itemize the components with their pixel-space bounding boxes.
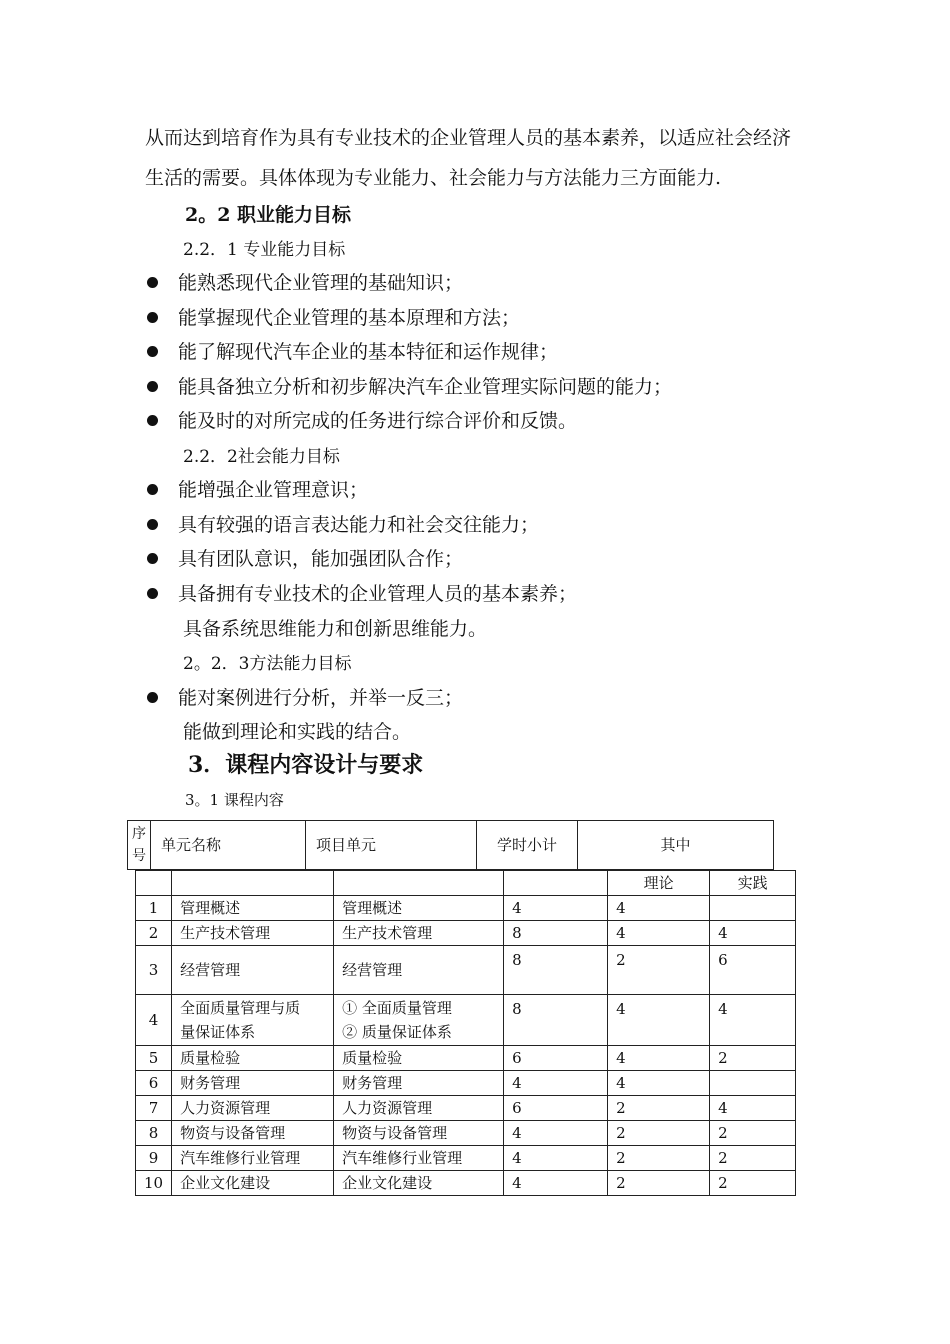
table-row: 1 管理概述 管理概述 4 4 [136,896,796,921]
header-unit-name: 单元名称 [151,821,306,870]
table-row: 9 汽车维修行业管理 汽车维修行业管理 4 2 2 [136,1146,796,1171]
header-practice: 实践 [710,871,796,896]
bullet-icon [147,553,158,564]
header-project-unit: 项目单元 [306,821,477,870]
header-hours: 学时小计 [477,821,578,870]
header-of-which: 其中 [578,821,774,870]
table-row: 2 生产技术管理 生产技术管理 8 4 4 [136,921,796,946]
bullet-icon [147,312,158,323]
list-item: 能及时的对所完成的任务进行综合评价和反馈。 [147,406,577,433]
bullet-icon [147,484,158,495]
table-row: 8 物资与设备管理 物资与设备管理 4 2 2 [136,1121,796,1146]
section-3-heading: 3．课程内容设计与要求 [188,752,424,778]
header-theory: 理论 [608,871,710,896]
bullet-icon [147,381,158,392]
subsection-2-2-2-heading: 2.2．2社会能力目标 [183,447,340,467]
intro-line-1: 从而达到培育作为具有专业技术的企业管理人员的基本素养，以适应社会经济 [145,127,792,149]
table-subheader-row [136,871,796,896]
header-seq: 序号 [128,821,151,870]
bullet-icon [147,415,158,426]
table-header [127,820,774,870]
list-item: 具备拥有专业技术的企业管理人员的基本素养； [147,579,577,606]
course-table [135,870,796,1196]
list-continuation: 具备系统思维能力和创新思维能力。 [183,618,488,640]
list-item: 能了解现代汽车企业的基本特征和运作规律； [147,337,558,364]
bullet-icon [147,346,158,357]
list-item: 能熟悉现代企业管理的基础知识； [147,268,463,295]
table-row: 10 企业文化建设 企业文化建设 4 2 2 [136,1171,796,1196]
table-row: 3 经营管理 经营管理 8 2 6 [136,946,796,995]
list-item: 能具备独立分析和初步解决汽车企业管理实际问题的能力； [147,372,672,399]
subsection-2-2-3-heading: 2。2．3方法能力目标 [183,654,352,674]
table-row: 4 全面质量管理与质 量保证体系 ① 全面质量管理 ② 质量保证体系 8 4 4 [136,995,796,1046]
table-caption: 3。1 课程内容 [185,791,284,809]
table-row: 6 财务管理 财务管理 4 4 [136,1071,796,1096]
list-item: 能增强企业管理意识； [147,475,368,502]
bullet-icon [147,519,158,530]
list-item: 具有较强的语言表达能力和社会交往能力； [147,510,539,537]
subsection-2-2-1-heading: 2.2．1 专业能力目标 [183,240,346,260]
bullet-icon [147,277,158,288]
list-item: 具有团队意识，能加强团队合作； [147,544,463,571]
bullet-icon [147,588,158,599]
list-continuation: 能做到理论和实践的结合。 [183,721,412,743]
bullet-icon [147,692,158,703]
intro-line-2: 生活的需要。具体体现为专业能力、社会能力与方法能力三方面能力. [145,167,722,189]
section-2-2-heading: 2。2 职业能力目标 [185,204,352,226]
table-row: 5 质量检验 质量检验 6 4 2 [136,1046,796,1071]
table-row: 7 人力资源管理 人力资源管理 6 2 4 [136,1096,796,1121]
list-item: 能对案例进行分析，并举一反三； [147,683,463,710]
list-item: 能掌握现代企业管理的基本原理和方法； [147,303,520,330]
